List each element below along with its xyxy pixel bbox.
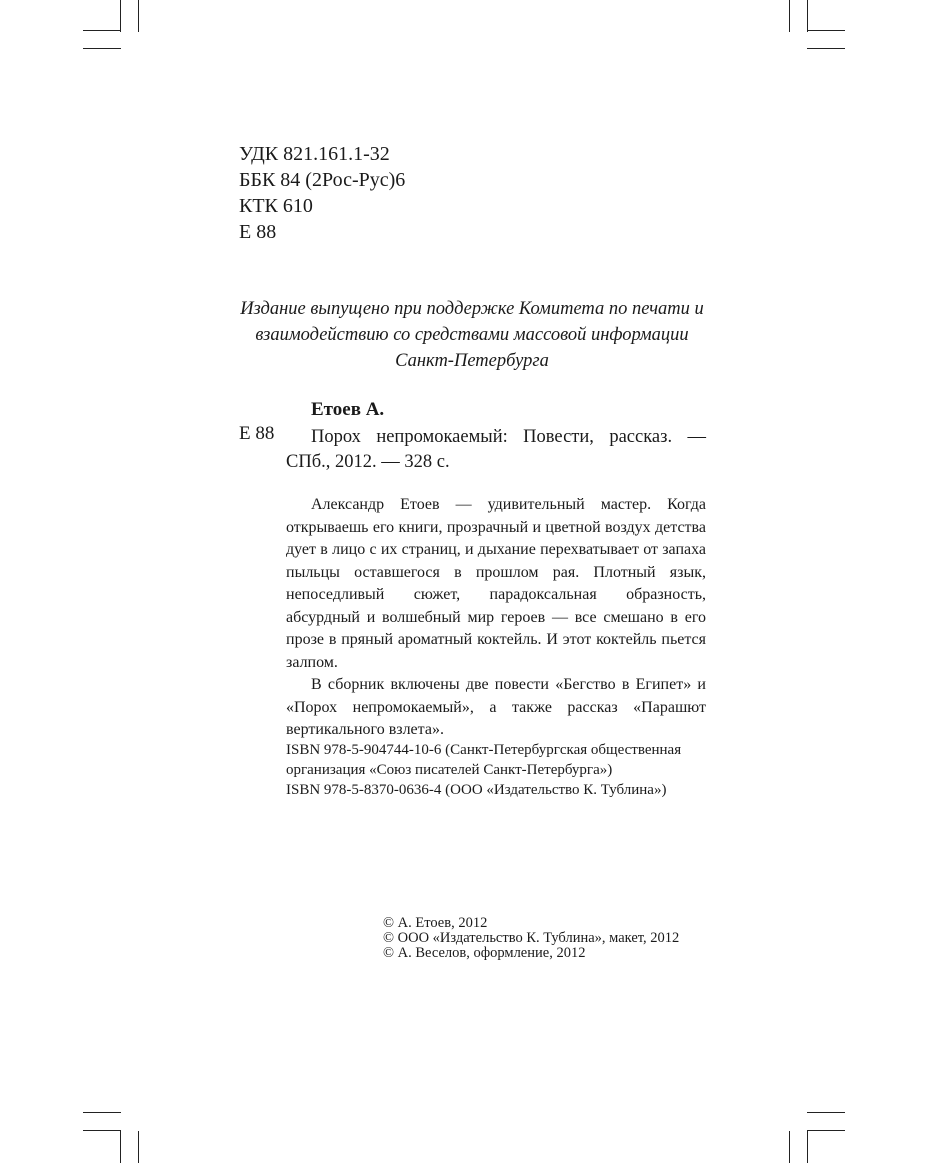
copyright-line: © ООО «Издательство К. Тублина», макет, 2012 bbox=[383, 930, 680, 946]
annotation bbox=[286, 494, 706, 742]
annotation-paragraph: В сборник включены две повести «Бегство в Египет» и «Порох непромокаемый», а также рассказ «Парашют вертикального взлета». bbox=[286, 676, 706, 738]
copyright-line: © А. Веселов, оформление, 2012 bbox=[383, 945, 586, 961]
copyright-block bbox=[383, 916, 679, 961]
author-mark: Е 88 bbox=[239, 221, 277, 243]
udk-code: УДК 821.161.1-32 bbox=[239, 143, 390, 165]
catalog-title: Порох непромокаемый: Повести, рассказ. — СПб., 2012. — 328 с. bbox=[286, 427, 706, 472]
catalog-author: Етоев А. bbox=[311, 399, 385, 420]
copyright-line: © А. Етоев, 2012 bbox=[383, 915, 488, 931]
isbn-line: ISBN 978-5-904744-10-6 (Санкт-Петербургская общественная организация «Союз писателей Санкт-Петербурга») bbox=[286, 742, 682, 778]
catalog-author-mark: Е 88 bbox=[239, 423, 275, 444]
isbn-line: ISBN 978-5-8370-0636-4 (ООО «Издательство К. Тублина») bbox=[286, 782, 667, 798]
annotation-paragraph: Александр Етоев — удивительный мастер. Когда открываешь его книги, прозрачный и цветной воздух детства дует в лицо с их страниц, и дыхание перехватывает от запаха пыльцы оставшегося в прошлом рая. Плотный язык, непоседливый сюжет, парадоксальная образность, абсурдный и волшебный мир героев — все смешано в его прозе в пряный ароматный коктейль. И этот коктейль пьется залпом. bbox=[286, 496, 706, 671]
support-note: Издание выпущено при поддержке Комитета по печати и взаимодействию со средствами массовой информации Санкт-Петербурга bbox=[240, 299, 704, 371]
isbn-block bbox=[286, 740, 706, 800]
ktk-code: КТК 610 bbox=[239, 195, 313, 217]
classification-codes bbox=[239, 141, 405, 245]
bbk-code: ББК 84 (2Рос-Рус)6 bbox=[239, 169, 406, 191]
